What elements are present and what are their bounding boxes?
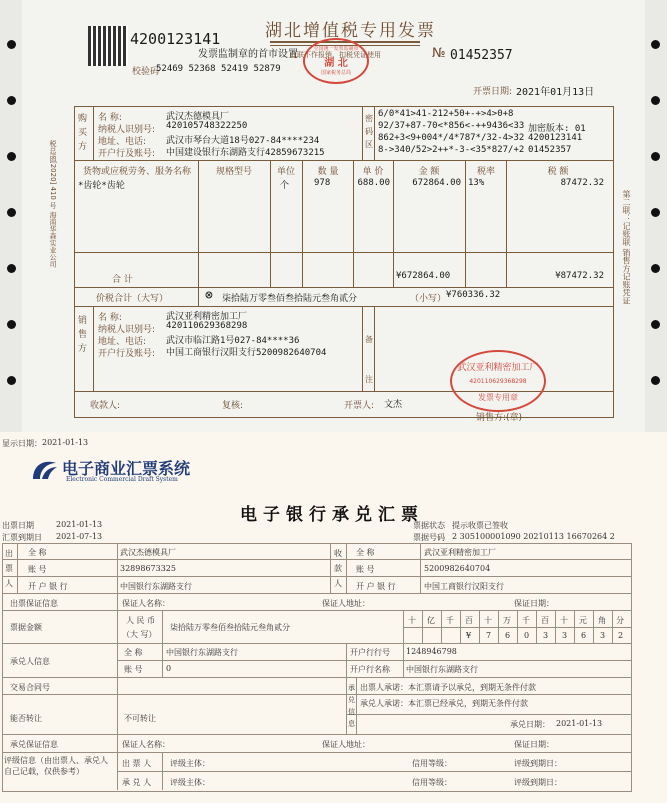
payee-label: 收款人	[334, 549, 342, 588]
due-date-label: 汇票到期日	[2, 533, 42, 542]
digit-header: 十	[484, 616, 492, 625]
payee-label: 收款人:	[90, 401, 121, 411]
table-rule	[374, 306, 375, 391]
display-date-label: 显示日期：	[2, 439, 42, 448]
col-header: 税率	[476, 167, 495, 177]
table-rule	[162, 610, 163, 643]
digit-header: 十	[560, 616, 568, 625]
item-qty: 978	[314, 178, 331, 188]
table-rule	[2, 734, 632, 735]
cipher-line: 8->340/52>2++*-3-<35*827/+2	[378, 145, 525, 155]
acceptor-account-label: 账 号	[124, 665, 143, 674]
rating-subject-label: 评级主体：	[170, 759, 210, 768]
item-tax: 87472.32	[560, 178, 604, 188]
sum-circle-icon: ⊗	[205, 288, 213, 303]
table-rule	[74, 160, 614, 161]
guarantee-date-label: 保证日期：	[514, 599, 554, 608]
supervision-stamp	[303, 38, 369, 84]
encryption-version: 加密版本: 01	[528, 124, 586, 134]
drawer-name-label: 全 称	[28, 548, 47, 557]
feed-hole	[651, 320, 660, 329]
rating-subject-label: 评级主体：	[170, 778, 210, 787]
buyer-name: 武汉杰德模具厂	[166, 112, 230, 122]
table-rule	[353, 160, 354, 287]
table-rule	[74, 287, 614, 288]
invoice-date-label: 开票日期:	[473, 87, 513, 97]
digit-header: 十	[408, 616, 416, 625]
upper-label: （大 写）	[122, 630, 157, 639]
total-tax: ¥87472.32	[555, 271, 604, 281]
table-rule	[498, 610, 499, 643]
guarantor-addr-label: 保证人地址：	[322, 599, 370, 608]
table-rule	[17, 543, 18, 593]
item-price: 688.00	[357, 178, 390, 188]
accept-date-label: 承兑日期：	[510, 720, 550, 729]
table-rule	[330, 543, 331, 593]
digit-header: 亿	[427, 616, 435, 625]
table-rule	[403, 610, 404, 643]
cipher-line: 92/37+87-70<*856<-++9436<33	[378, 121, 525, 131]
table-rule	[74, 306, 614, 307]
feed-hole	[651, 208, 660, 217]
digit-value: 3	[562, 631, 568, 640]
feed-hole	[7, 40, 16, 49]
encryption-no: 01452357	[528, 145, 572, 155]
accept-guarantor-name-label: 保证人名称：	[122, 740, 170, 749]
issuer-label: 开票人:	[344, 401, 375, 411]
stamp-text: 武汉亚利精密加工厂	[457, 363, 539, 373]
rating-label: 评级信息（由出票人、承兑人自己记载，仅供参考）	[4, 756, 108, 776]
payee-name-label: 全 称	[356, 548, 375, 557]
seller-name-label: 名 称:	[98, 313, 122, 323]
accept-date: 2021-01-13	[556, 719, 603, 728]
table-rule	[346, 643, 347, 677]
table-rule	[393, 160, 394, 287]
bill-no: 2 305100001090 20210113 16670264 2	[452, 532, 615, 541]
drawer-account-label: 账 号	[28, 565, 47, 574]
seller-addr: 武汉市临江路1号027-84****36	[166, 336, 300, 346]
feed-hole	[7, 152, 16, 161]
payee-name: 武汉亚利精密加工厂	[424, 548, 496, 557]
item-rate: 13%	[468, 178, 485, 188]
seller-taxid-label: 纳税人识别号:	[98, 325, 156, 335]
status-label: 票据状态	[413, 521, 445, 530]
table-rule	[162, 643, 163, 677]
remark-label: 备注	[365, 335, 373, 384]
table-rule	[2, 694, 632, 695]
digit-header: 万	[503, 616, 511, 625]
buyer-taxid-label: 纳税人识别号:	[98, 125, 156, 135]
rmb-label: 人 民 币	[126, 616, 156, 625]
drawer-label: 出票人	[5, 549, 13, 588]
table-rule	[612, 610, 613, 643]
issue-date: 2021-01-13	[56, 520, 103, 529]
acceptor-promise: 承兑人承诺：本汇票已经承兑，到期无条件付款	[360, 699, 528, 708]
table-rule	[2, 643, 632, 644]
item-unit: 个	[280, 181, 290, 191]
feed-hole	[7, 376, 16, 385]
seller-addr-label: 地址、电话:	[98, 337, 147, 347]
check-code: 52469 52368 52419 52879	[156, 64, 281, 74]
stamp-text: 全国统一发票监制章	[313, 46, 359, 52]
table-rule	[536, 610, 537, 643]
seller-taxid: 420110629368298	[166, 321, 248, 331]
table-rule	[198, 287, 199, 306]
payee-account-label: 账 号	[356, 565, 375, 574]
table-rule	[555, 610, 556, 643]
digit-value: 6	[505, 631, 511, 640]
cipher-label: 密码区	[365, 114, 373, 149]
digit-value: 2	[618, 631, 624, 640]
reviewer-label: 复核:	[222, 401, 244, 411]
buyer-addr-label: 地址、电话:	[98, 137, 147, 147]
cipher-line: 862+3<9+004*/4*787*/32-4>32	[378, 133, 525, 143]
credit-level-label: 信用等级：	[412, 778, 452, 787]
digit-value: 3	[600, 631, 606, 640]
display-date: 2021-01-13	[42, 438, 89, 447]
rating-acceptor: 承 兑 人	[122, 778, 152, 787]
table-rule	[374, 106, 375, 160]
table-rule	[441, 610, 442, 643]
bank-acceptance-bill	[0, 432, 667, 803]
feed-hole	[7, 320, 16, 329]
feed-hole	[651, 152, 660, 161]
logo-subtext: Electronic Commercial Draft System	[66, 476, 178, 483]
table-rule	[74, 252, 614, 253]
table-rule	[198, 160, 199, 287]
total-label: 合 计	[112, 275, 133, 285]
total-amount: ¥672864.00	[396, 271, 451, 281]
accept-guarantee-label: 承兑保证信息	[10, 740, 58, 749]
acceptor-name: 中国银行东湖路支行	[166, 648, 238, 657]
table-rule	[2, 559, 632, 560]
feed-hole	[7, 96, 16, 105]
bill-no-label: 票据号码	[413, 533, 445, 542]
feed-hole	[7, 264, 16, 273]
side-note-left: 税总函[2020] 410 号 海南华森实业公司	[49, 140, 57, 268]
drawer-bank: 中国银行东湖路支行	[120, 582, 192, 591]
payee-account: 5200982640704	[424, 564, 491, 573]
feed-hole	[7, 208, 16, 217]
invoice-title: 湖北增值税专用发票	[265, 21, 436, 41]
logo-icon	[30, 457, 60, 483]
seller-name: 武汉亚利精密加工厂	[166, 312, 248, 322]
table-rule	[356, 677, 357, 734]
digit-value: 0	[524, 631, 530, 640]
check-code-label: 校验码	[132, 67, 160, 77]
buyer-bank: 中国建设银行东湖路支行42859673215	[166, 148, 325, 158]
cipher-line: 6/0*41>41-212+50+-+>4>0+8	[378, 109, 514, 119]
col-header: 规格型号	[215, 167, 252, 177]
digit-header: 千	[446, 616, 454, 625]
table-rule	[362, 306, 363, 391]
invoice-no-label: №	[432, 46, 446, 61]
item-name: *齿轮*齿轮	[78, 181, 125, 191]
transfer-value: 不可转让	[124, 714, 156, 723]
drawer-account: 32898673325	[120, 564, 176, 573]
digit-header: 百	[541, 616, 549, 625]
col-header: 单 价	[362, 167, 384, 177]
item-amount: 672864.00	[412, 178, 461, 188]
digit-value: 6	[581, 631, 587, 640]
buyer-name-label: 名 称:	[98, 113, 122, 123]
feed-hole	[651, 96, 660, 105]
table-rule	[403, 643, 404, 677]
contract-label: 交易合同号	[10, 683, 50, 692]
sum-label: 价税合计（大写）	[96, 294, 169, 304]
col-header: 金 额	[418, 167, 440, 177]
seller-bank: 中国工商银行汉阳支行5200982640704	[166, 348, 327, 358]
feed-hole	[651, 40, 660, 49]
logo-text: 电子商业汇票系统	[62, 459, 191, 478]
digit-header: 千	[522, 616, 530, 625]
invoice-subtitle2: 此联不作报销、扣税凭证使用	[290, 51, 381, 59]
stamp-text: 发票专用章	[478, 393, 518, 402]
seller-invoice-stamp	[450, 350, 546, 412]
encryption-code: 4200123141	[528, 133, 583, 143]
table-rule	[479, 610, 480, 643]
sum-words: 柒拾陆万零叁佰叁拾陆元叁角贰分	[222, 294, 358, 304]
table-rule	[2, 610, 632, 611]
table-rule	[362, 106, 363, 160]
table-rule	[270, 160, 271, 287]
side-note-right: 第二联：记账联 销售方记账凭证	[622, 190, 631, 305]
table-rule	[574, 610, 575, 643]
col-header: 单位	[276, 167, 295, 177]
table-rule	[93, 106, 94, 160]
drawer-promise: 出票人承诺：本汇票请予以承兑，到期无条件付款	[360, 683, 536, 692]
sum-small: ¥760336.32	[446, 290, 501, 300]
table-rule	[162, 752, 163, 790]
acceptor-bankno-label: 开户行行号	[350, 648, 390, 657]
table-rule	[346, 714, 632, 715]
feed-hole	[651, 264, 660, 273]
due-date: 2021-07-13	[56, 532, 103, 541]
digit-header: 元	[579, 616, 587, 625]
acceptor-name-label: 全 称	[124, 648, 143, 657]
acceptor-bankname-label: 开户行名称	[350, 665, 390, 674]
table-rule	[420, 543, 421, 593]
issue-date-label: 出票日期	[2, 521, 34, 530]
drawer-name: 武汉杰德模具厂	[120, 548, 176, 557]
seller-stamp-label: 销售方:(章)	[476, 413, 523, 423]
stamp-text: 420110629368298	[469, 378, 527, 385]
table-rule	[93, 306, 94, 391]
col-header: 税 额	[547, 167, 569, 177]
qr-code	[88, 26, 128, 66]
table-rule	[460, 610, 461, 643]
amount-label: 票据金额	[10, 623, 42, 632]
acceptor-account: 0	[166, 664, 172, 673]
table-rule	[2, 593, 632, 594]
rating-drawer: 出 票 人	[122, 759, 152, 768]
digit-value: ¥	[466, 631, 472, 640]
drawer-bank-label: 开 户 银 行	[28, 582, 68, 591]
table-rule	[2, 576, 632, 577]
table-rule	[593, 610, 594, 643]
buyer-bank-label: 开户行及账号:	[98, 149, 156, 159]
bill-status: 提示收票已签收	[452, 521, 508, 530]
stamp-text: 国家税务总局	[320, 70, 351, 76]
seller-label: 销售方	[78, 316, 88, 354]
sum-small-label: （小写）	[410, 294, 447, 304]
table-rule	[422, 610, 423, 643]
transfer-label: 能否转让	[10, 714, 42, 723]
table-rule	[465, 160, 466, 287]
digit-header: 分	[616, 616, 624, 625]
buyer-label: 购买方	[78, 114, 88, 152]
table-rule	[117, 543, 118, 790]
digit-header: 百	[465, 616, 473, 625]
guarantee-label: 出票保证信息	[10, 599, 58, 608]
feed-hole	[651, 376, 660, 385]
credit-level-label: 信用等级：	[412, 759, 452, 768]
acceptor-label: 承兑人信息	[10, 657, 50, 666]
buyer-taxid: 420105748322250	[166, 121, 248, 131]
stamp-text: 湖 北	[324, 58, 348, 69]
invoice-subtitle: 发票监制章的首市设置	[198, 49, 298, 60]
table-rule	[517, 610, 518, 643]
digit-value: 3	[543, 631, 549, 640]
seller-bank-label: 开户行及账号:	[98, 349, 156, 359]
table-rule	[2, 677, 632, 678]
bill-title: 电子银行承兑汇票	[240, 505, 424, 525]
invoice-date: 2021年01月13日	[516, 87, 595, 98]
digit-value: 7	[486, 631, 492, 640]
issuer-name: 文杰	[384, 400, 403, 410]
acceptor-bankno: 1248946798	[406, 647, 457, 656]
table-rule	[346, 543, 347, 593]
table-rule	[117, 771, 632, 772]
table-rule	[2, 752, 632, 753]
table-rule	[302, 160, 303, 287]
accept-guarantor-addr-label: 保证人地址：	[322, 740, 370, 749]
table-rule	[346, 677, 347, 734]
table-rule	[117, 660, 632, 661]
guarantor-name-label: 保证人名称：	[122, 599, 170, 608]
rating-due-label: 评级到期日：	[514, 759, 562, 768]
amount-words: 柒拾陆万零叁佰叁拾陆元叁角贰分	[170, 623, 290, 632]
invoice-code: 4200123141	[130, 30, 221, 48]
promise-label: 承兑信息	[348, 684, 355, 728]
rating-due-label: 评级到期日：	[514, 778, 562, 787]
acceptor-bankname: 中国银行东湖路支行	[406, 665, 478, 674]
invoice-no: 01452357	[450, 48, 513, 63]
col-header: 货物或应税劳务、服务名称	[82, 167, 191, 177]
digit-header: 角	[598, 616, 606, 625]
col-header: 数 量	[317, 167, 339, 177]
buyer-addr: 武汉市琴台大道18号027-84****234	[166, 136, 320, 146]
accept-guarantee-date-label: 保证日期：	[514, 740, 554, 749]
payee-bank-label: 开 户 银 行	[356, 582, 396, 591]
payee-bank: 中国工商银行汉阳支行	[424, 582, 504, 591]
table-rule	[506, 160, 507, 287]
